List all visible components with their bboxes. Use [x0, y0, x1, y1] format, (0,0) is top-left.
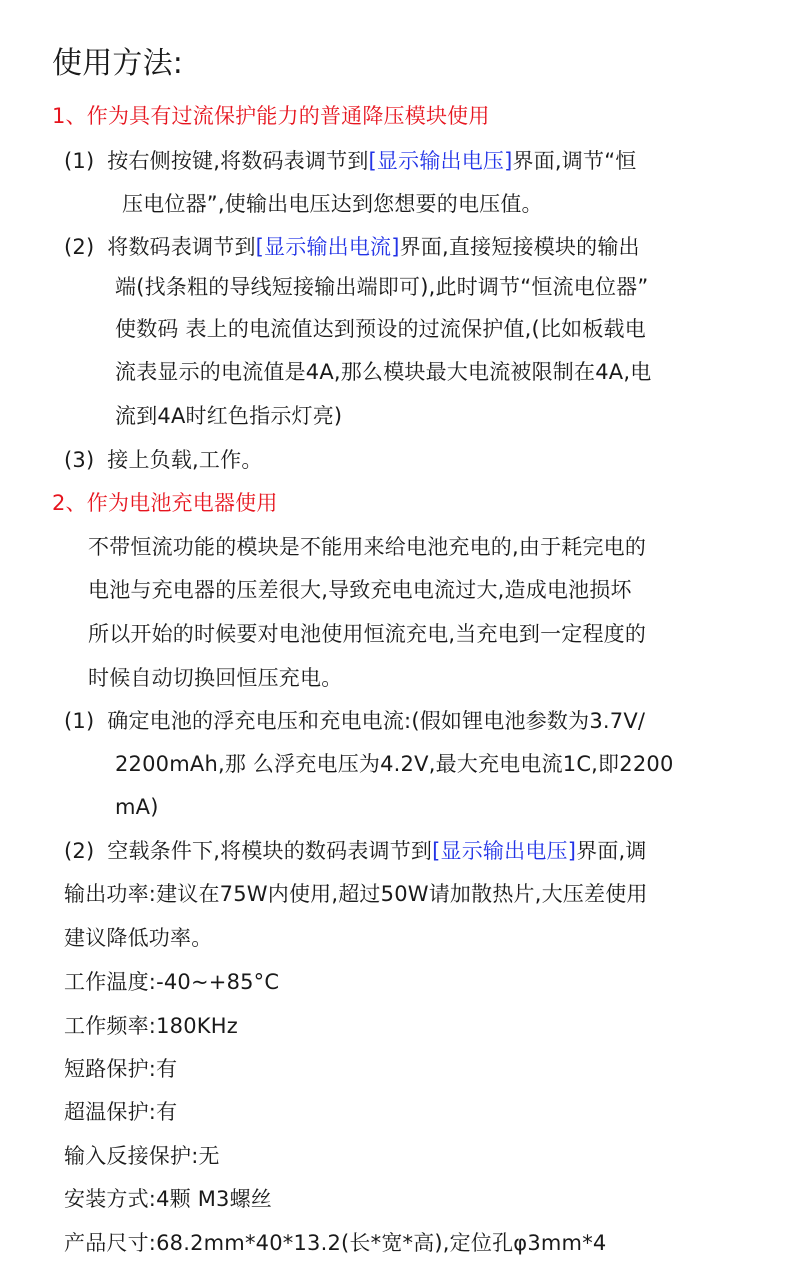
section2-heading: 2、作为电池充电器使用	[52, 491, 278, 515]
spec-operating-temp: 工作温度:-40~+85°C	[64, 970, 280, 994]
s1-step2-line1	[64, 232, 640, 262]
spec-mounting: 安装方式:4颗 M3螺丝	[64, 1187, 272, 1211]
page-title: 使用方法:	[52, 46, 184, 81]
s1-step2-line3: 使数码 表上的电流值达到预设的过流保护值,(比如板载电	[115, 317, 646, 341]
s1-step1-line2: 压电位器”,使输出电压达到您想要的电压值。	[122, 192, 543, 216]
step-text: 空载条件下,将模块的数码表调节到	[107, 839, 433, 863]
step-number: (2)	[64, 235, 95, 259]
s2-step1-line3: mA)	[115, 795, 159, 819]
s1-step3	[64, 445, 263, 475]
display-voltage-link: [显示输出电压]	[432, 839, 577, 863]
spec-short-circuit: 短路保护:有	[64, 1057, 178, 1081]
spec-over-temp: 超温保护:有	[64, 1100, 178, 1124]
spec-output-power: 输出功率:建议在75W内使用,超过50W请加散热片,大压差使用	[64, 882, 648, 906]
step-text: 将数码表调节到	[107, 235, 256, 259]
display-current-link: [显示输出电流]	[255, 235, 400, 259]
s2-para-line: 电池与充电器的压差很大,导致充电电流过大,造成电池损坏	[88, 578, 632, 602]
step-text: 界面,调	[576, 839, 647, 863]
s1-step2-line4: 流表显示的电流值是4A,那么模块最大电流被限制在4A,电	[115, 360, 652, 384]
s2-para-line: 时候自动切换回恒压充电。	[88, 666, 343, 690]
step-text: 接上负载,工作。	[107, 448, 263, 472]
step-number: (3)	[64, 448, 95, 472]
step-text: 界面,调节“恒	[512, 149, 637, 173]
spec-operating-freq: 工作频率:180KHz	[64, 1014, 238, 1038]
s1-step2-line5: 流到4A时红色指示灯亮)	[115, 404, 343, 428]
section1-heading: 1、作为具有过流保护能力的普通降压模块使用	[52, 104, 490, 128]
s1-step2-line2: 端(找条粗的导线短接输出端即可),此时调节“恒流电位器”	[115, 275, 649, 299]
spec-reverse-input: 输入反接保护:无	[64, 1144, 220, 1168]
step-text: 按右侧按键,将数码表调节到	[107, 149, 369, 173]
step-number: (1)	[64, 149, 95, 173]
s2-step1-line1	[64, 706, 645, 736]
step-number: (1)	[64, 709, 95, 733]
s2-step2	[64, 836, 647, 866]
s1-step1-line1	[64, 146, 637, 176]
s2-step1-line2: 2200mAh,那 么浮充电压为4.2V,最大充电电流1C,即2200	[115, 752, 674, 776]
s2-para-line: 不带恒流功能的模块是不能用来给电池充电的,由于耗完电的	[88, 535, 647, 559]
spec-output-power-cont: 建议降低功率。	[64, 926, 213, 950]
step-number: (2)	[64, 839, 95, 863]
step-text: 确定电池的浮充电压和充电电流:(假如锂电池参数为3.7V/	[107, 709, 646, 733]
s2-para-line: 所以开始的时候要对电池使用恒流充电,当充电到一定程度的	[88, 622, 647, 646]
step-text: 界面,直接短接模块的输出	[399, 235, 640, 259]
spec-dimensions: 产品尺寸:68.2mm*40*13.2(长*宽*高),定位孔φ3mm*4	[64, 1231, 607, 1255]
display-voltage-link: [显示输出电压]	[368, 149, 513, 173]
